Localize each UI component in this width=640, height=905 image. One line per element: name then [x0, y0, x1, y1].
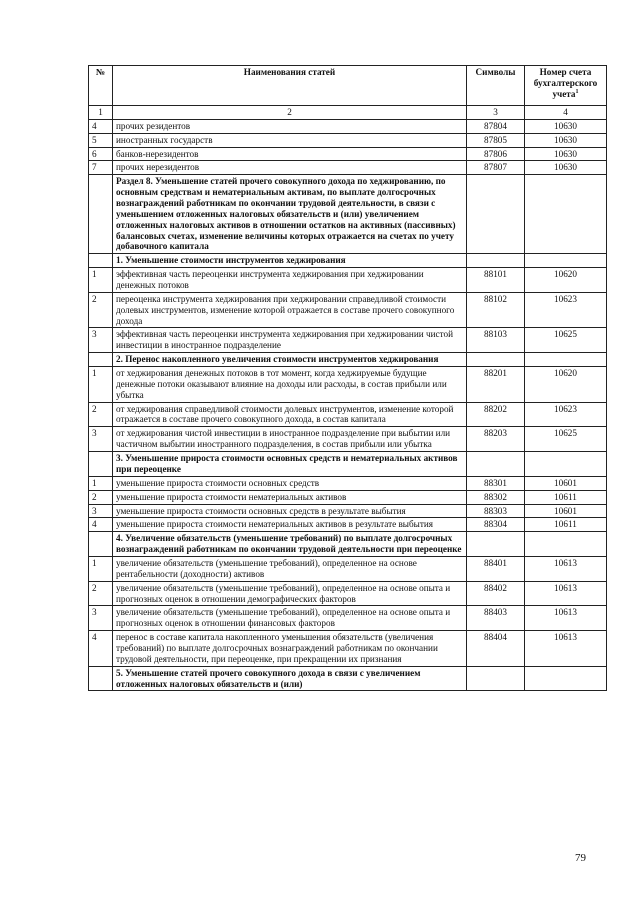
row-number: 6: [89, 147, 113, 161]
row-symbol: 88403: [467, 606, 525, 631]
row-number: 1: [89, 476, 113, 490]
empty-cell: [89, 254, 113, 268]
table-row: [89, 147, 607, 161]
table-row: [89, 490, 607, 504]
empty-cell: [467, 666, 525, 691]
row-symbol: 88301: [467, 476, 525, 490]
row-name: эффективная часть переоценки инструмента хеджирования при хеджировании чистой инвестиции в иностранное подразделение: [113, 328, 467, 353]
row-number: 1: [89, 268, 113, 293]
row-name: иностранных государств: [113, 133, 467, 147]
row-symbol: 88304: [467, 518, 525, 532]
header-row: [89, 66, 607, 106]
row-symbol: 88401: [467, 556, 525, 581]
subsection-5: [89, 666, 607, 691]
row-symbol: 88303: [467, 504, 525, 518]
table-row: [89, 476, 607, 490]
row-symbol: 88404: [467, 631, 525, 667]
row-account: 10620: [525, 268, 607, 293]
header-num: №: [89, 66, 113, 106]
row-number: 2: [89, 581, 113, 606]
row-number: 2: [89, 490, 113, 504]
row-name: банков-нерезидентов: [113, 147, 467, 161]
table-row: [89, 518, 607, 532]
row-number: 5: [89, 133, 113, 147]
row-number: 1: [89, 556, 113, 581]
row-name: эффективная часть переоценки инструмента хеджирования при хеджировании денежных потоков: [113, 268, 467, 293]
table-row: [89, 402, 607, 427]
table-row: [89, 427, 607, 452]
row-symbol: 88201: [467, 367, 525, 403]
row-symbol: 87804: [467, 119, 525, 133]
table-row: [89, 328, 607, 353]
row-number: 4: [89, 631, 113, 667]
table-row: [89, 367, 607, 403]
index-cell: 1: [89, 106, 113, 120]
empty-cell: [467, 175, 525, 254]
row-name: уменьшение прироста стоимости основных средств в результате выбытия: [113, 504, 467, 518]
index-cell: 3: [467, 106, 525, 120]
row-number: 4: [89, 119, 113, 133]
empty-cell: [89, 666, 113, 691]
row-symbol: 87807: [467, 161, 525, 175]
header-account-label: Номер счета бухгалтерского учета: [533, 67, 598, 99]
table-row: [89, 292, 607, 328]
empty-cell: [467, 254, 525, 268]
row-symbol: 88101: [467, 268, 525, 293]
empty-cell: [89, 452, 113, 477]
subsection-4: [89, 532, 607, 557]
row-symbol: 87805: [467, 133, 525, 147]
row-number: 1: [89, 367, 113, 403]
empty-cell: [525, 532, 607, 557]
row-number: 3: [89, 328, 113, 353]
row-symbol: 88302: [467, 490, 525, 504]
table-row: [89, 504, 607, 518]
table-row: [89, 161, 607, 175]
subsection-3: [89, 452, 607, 477]
row-number: 2: [89, 292, 113, 328]
row-name: от хеджирования денежных потоков в тот момент, когда хеджируемые будущие денежные потоки оказывают влияние на доходы или расходы, в состав прибыли или убытка: [113, 367, 467, 403]
empty-cell: [525, 452, 607, 477]
header-account: [525, 66, 607, 106]
empty-cell: [89, 175, 113, 254]
row-name: перенос в составе капитала накопленного уменьшения обязательств (увеличения требований) по выплате долгосрочных вознаграждений работникам по окончании трудовой деятельности, при переоценке, при прекращении их признания: [113, 631, 467, 667]
subsection-5-title: 5. Уменьшение статей прочего совокупного дохода в связи с увеличением отложенных налоговых обязательств и (или): [113, 666, 467, 691]
subsection-1: [89, 254, 607, 268]
header-symbol: Символы: [467, 66, 525, 106]
table-row: [89, 631, 607, 667]
empty-cell: [525, 666, 607, 691]
empty-cell: [89, 353, 113, 367]
row-number: 7: [89, 161, 113, 175]
row-name: прочих нерезидентов: [113, 161, 467, 175]
empty-cell: [89, 532, 113, 557]
row-account: 10611: [525, 518, 607, 532]
index-cell: 2: [113, 106, 467, 120]
subsection-3-title: 3. Уменьшение прироста стоимости основных средств и нематериальных активов при переоценке: [113, 452, 467, 477]
row-number: 3: [89, 606, 113, 631]
row-symbol: 88203: [467, 427, 525, 452]
empty-cell: [467, 353, 525, 367]
row-symbol: 88202: [467, 402, 525, 427]
row-account: 10623: [525, 402, 607, 427]
footnote-mark: 1: [575, 88, 579, 95]
section-8-title: Раздел 8. Уменьшение статей прочего совокупного дохода по хеджированию, по основным средствам и нематериальным активам, по выплате долгосрочных вознаграждений работникам по окончании трудовой деятельности, в связи с уменьшением отложенных налоговых обязательств и (или) увеличением отложенных налоговых активов в отношении остатков на активных (пассивных) балансовых счетах, изменение величины которых отражается на счетах по учету добавочного капитала: [113, 175, 467, 254]
row-name: увеличение обязательств (уменьшение требований), определенное на основе опыта и прогнозных оценок в отношении финансовых факторов: [113, 606, 467, 631]
row-symbol: 88402: [467, 581, 525, 606]
row-name: увеличение обязательств (уменьшение требований), определенное на основе рентабельности (доходности) активов: [113, 556, 467, 581]
empty-cell: [525, 175, 607, 254]
row-account: 10630: [525, 161, 607, 175]
row-name: увеличение обязательств (уменьшение требований), определенное на основе опыта и прогнозных оценок в отношении демографических факторов: [113, 581, 467, 606]
row-account: 10630: [525, 119, 607, 133]
empty-cell: [467, 532, 525, 557]
row-name: уменьшение прироста стоимости нематериальных активов: [113, 490, 467, 504]
row-number: 3: [89, 504, 113, 518]
empty-cell: [525, 353, 607, 367]
row-number: 4: [89, 518, 113, 532]
row-account: 10613: [525, 606, 607, 631]
accounts-table: [88, 65, 607, 691]
subsection-2: [89, 353, 607, 367]
subsection-4-title: 4. Увеличение обязательств (уменьшение требований) по выплате долгосрочных вознаграждений работникам по окончании трудовой деятельности при переоценке: [113, 532, 467, 557]
row-name: уменьшение прироста стоимости нематериальных активов в результате выбытия: [113, 518, 467, 532]
row-account: 10613: [525, 631, 607, 667]
index-cell: 4: [525, 106, 607, 120]
row-account: 10630: [525, 133, 607, 147]
row-symbol: 88103: [467, 328, 525, 353]
row-account: 10613: [525, 556, 607, 581]
row-name: прочих резидентов: [113, 119, 467, 133]
row-account: 10623: [525, 292, 607, 328]
row-symbol: 88102: [467, 292, 525, 328]
empty-cell: [467, 452, 525, 477]
subsection-1-title: 1. Уменьшение стоимости инструментов хеджирования: [113, 254, 467, 268]
row-symbol: 87806: [467, 147, 525, 161]
index-row: [89, 106, 607, 120]
row-account: 10601: [525, 504, 607, 518]
row-name: уменьшение прироста стоимости основных средств: [113, 476, 467, 490]
header-name: Наименования статей: [113, 66, 467, 106]
row-name: переоценка инструмента хеджирования при хеджировании справедливой стоимости долевых инструментов, изменение которой отражается в составе прочего совокупного дохода: [113, 292, 467, 328]
empty-cell: [525, 254, 607, 268]
row-name: от хеджирования чистой инвестиции в иностранное подразделение при выбытии или частичном выбытии иностранного подразделения, в состав прибыли или убытка: [113, 427, 467, 452]
row-account: 10601: [525, 476, 607, 490]
row-account: 10613: [525, 581, 607, 606]
section-8: [89, 175, 607, 254]
table-row: [89, 581, 607, 606]
table-row: [89, 268, 607, 293]
table-row: [89, 606, 607, 631]
row-account: 10611: [525, 490, 607, 504]
row-account: 10630: [525, 147, 607, 161]
table-row: [89, 133, 607, 147]
row-account: 10625: [525, 427, 607, 452]
subsection-2-title: 2. Перенос накопленного увеличения стоимости инструментов хеджирования: [113, 353, 467, 367]
table-row: [89, 119, 607, 133]
row-name: от хеджирования справедливой стоимости долевых инструментов, изменение которой отражается в составе прочего совокупного дохода, в состав капитала: [113, 402, 467, 427]
page-number: 79: [575, 852, 586, 864]
row-number: 2: [89, 402, 113, 427]
row-account: 10620: [525, 367, 607, 403]
row-account: 10625: [525, 328, 607, 353]
row-number: 3: [89, 427, 113, 452]
table-row: [89, 556, 607, 581]
